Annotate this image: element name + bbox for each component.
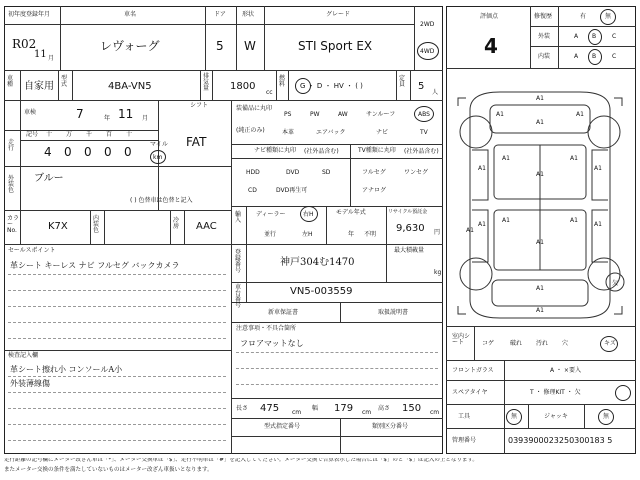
score-value: 4 xyxy=(484,34,498,58)
front-glass-mark: 欠 xyxy=(611,280,619,287)
navi-sub: (社外品含む) xyxy=(304,148,339,155)
grade-value: STI Sport EX xyxy=(298,39,373,53)
sheet-left-frame xyxy=(4,6,443,454)
type-number-label: 型式指定番号 xyxy=(264,423,301,430)
diagram-label-11: A1 xyxy=(536,171,544,178)
mileage-unit-0: 記号 xyxy=(26,131,39,138)
height-unit: cm xyxy=(430,409,440,416)
equip-leather: 本革 xyxy=(282,129,295,136)
mileage-unit-5: 十 xyxy=(126,131,133,138)
diagram-label-13: A1 xyxy=(496,111,504,118)
interior-label: 内装 xyxy=(538,53,551,60)
model-year-unknown: 不明 xyxy=(364,231,377,238)
equip-tv: TV xyxy=(420,129,428,136)
footer-line2: またメーター交換の条件を満たしていないものはメーター改ざん車扱いとなります。 xyxy=(4,467,213,473)
shape-value: W xyxy=(244,39,256,53)
repair-yes: 有 xyxy=(580,13,587,20)
diagram-label-9: A1 xyxy=(478,221,486,228)
mgmt-value: 0393900023250300183 5 xyxy=(508,436,613,445)
right-hand-label: 右H xyxy=(303,211,314,218)
registration-label: 登録番号 xyxy=(235,249,242,274)
vehicle-use-label: 車種 xyxy=(7,75,14,88)
equipment-label: 装備品に丸印 xyxy=(236,105,273,112)
tv-fullseg: フルセグ xyxy=(362,169,386,176)
chassis-value: VN5-003559 xyxy=(290,286,353,297)
notes-text: フロアマットなし xyxy=(240,339,304,348)
room-seat-label: 室内シート xyxy=(452,333,471,346)
door-label: ドア xyxy=(214,11,226,18)
tools-value: 無 xyxy=(511,413,518,420)
mgmt-label: 管理番号 xyxy=(452,437,477,444)
diagram-label-15: A1 xyxy=(466,227,474,234)
shape-label: 形状 xyxy=(242,11,255,18)
interior-color-label: 内装色 xyxy=(93,215,100,234)
height-label: 高さ xyxy=(378,405,391,412)
cooler-label: 冷房 xyxy=(173,217,180,230)
class-number-label: 類別区分番号 xyxy=(372,423,409,430)
inspection-year-unit: 年 xyxy=(104,115,111,122)
car-name-value: レヴォーグ xyxy=(100,39,160,53)
equipment-sublabel: (純正のみ) xyxy=(236,127,265,134)
inspector-line2: 外装薄線傷 xyxy=(10,379,50,388)
spare-tire-label: スペアタイヤ xyxy=(452,389,488,396)
diagram-label-7: A1 xyxy=(478,165,486,172)
diagram-label-2: A1 xyxy=(502,155,510,162)
drive-2wd: 2WD xyxy=(420,21,435,28)
width-value: 179 xyxy=(334,403,354,414)
tv-header: TV種類に丸印 xyxy=(358,147,396,154)
equip-airbag: エアバック xyxy=(316,129,346,136)
model-year-label: モデル年式 xyxy=(336,209,366,216)
displacement-unit: cc xyxy=(266,89,273,96)
navi-hdd: HDD xyxy=(246,169,260,176)
mileage-unit-3: 千 xyxy=(86,131,93,138)
manual-label: 取扱説明書 xyxy=(378,309,409,316)
repair-no: 無 xyxy=(605,13,612,20)
equip-ps: PS xyxy=(284,111,292,118)
mileage-unit-mile: マイル xyxy=(150,141,168,148)
door-value: 5 xyxy=(216,39,224,53)
tools-label: 工具 xyxy=(458,413,471,420)
equip-sunroof: サンルーフ xyxy=(366,111,396,118)
model-value: 4BA-VN5 xyxy=(108,81,152,92)
fuel-options: G ・ D ・ HV ・ ( ) xyxy=(300,82,363,90)
spare-tire-missing-circle xyxy=(615,385,631,401)
warranty-label: 新車保証書 xyxy=(268,309,299,316)
equip-aw: AW xyxy=(338,111,348,118)
room-scratch-circle xyxy=(600,336,618,352)
drive-4wd: 4WD xyxy=(420,48,435,55)
diagram-label-14: A1 xyxy=(576,111,584,118)
first-reg-label: 初年度登録年月 xyxy=(8,11,51,18)
shift-label: シフト xyxy=(190,102,209,109)
front-glass-options: A ・ ×要入 xyxy=(550,367,581,374)
width-unit: cm xyxy=(362,409,372,416)
inspection-year: 7 xyxy=(76,107,84,121)
height-value: 150 xyxy=(402,403,422,414)
navi-dvd-play: DVD再生可 xyxy=(276,187,308,194)
sales-points-label: セールスポイント xyxy=(8,247,56,254)
equip-pw: PW xyxy=(310,111,320,118)
diagram-label-0: A1 xyxy=(536,95,544,102)
recycle-value: 9,630 xyxy=(396,223,425,234)
import-label: 輸入 xyxy=(235,211,242,224)
sales-points-text: 革シート キーレス ナビ フルセグ バックカメラ xyxy=(10,261,180,270)
diagram-label-16: A1 xyxy=(536,307,544,314)
interior-a: A xyxy=(574,53,579,60)
diagram-label-5: A1 xyxy=(570,217,578,224)
length-label: 長さ xyxy=(236,405,249,412)
first-reg-month: 11 xyxy=(34,49,47,60)
max-load-label: 最大積載量 xyxy=(394,247,425,254)
inspection-label: 車検 xyxy=(24,109,37,116)
diagram-label-3: A1 xyxy=(570,155,578,162)
room-option-0: コゲ xyxy=(482,340,495,347)
footer-line1: 走行距離の記号欄にメーター改ざん車は「*」、メーター交換車は「$」、走行不明車は「#」を記入してください。メーター交換で合算表示した場合には「$」のと「$」は記入の上となります。 xyxy=(4,458,478,463)
fuel-label: 燃料 xyxy=(279,75,286,88)
tv-sub: (社外品含む) xyxy=(404,148,439,155)
mileage-digit-0: 4 xyxy=(44,145,52,159)
left-hand-label: 左H xyxy=(302,231,313,238)
color-value: ブルー xyxy=(34,173,64,184)
dealer-label: ディーラー xyxy=(256,211,286,218)
repair-label: 修復歴 xyxy=(534,13,553,20)
inspection-month-unit: 月 xyxy=(142,115,149,122)
navi-header: ナビ種類に丸印 xyxy=(254,147,297,154)
color-note: ( ) 色替車は色替と記入 xyxy=(130,197,193,204)
first-reg-era: R02 xyxy=(12,37,37,51)
navi-dvd: DVD xyxy=(286,169,300,176)
chassis-label: 車台番号 xyxy=(235,284,242,309)
inspector-line1: 革シート擦れ小 コンソールA小 xyxy=(10,365,123,374)
navi-sd: SD xyxy=(322,169,331,176)
recycle-unit: 円 xyxy=(434,229,441,236)
capacity-value: 5 xyxy=(418,81,425,92)
diagram-label-6: A1 xyxy=(536,285,544,292)
diagram-label-1: A1 xyxy=(536,119,544,126)
mileage-digit-3: 0 xyxy=(104,145,112,159)
diagram-label-8: A1 xyxy=(594,165,602,172)
recycle-label: リサイクル預託金 xyxy=(388,209,428,215)
capacity-unit: 人 xyxy=(432,89,439,96)
length-unit: cm xyxy=(292,409,302,416)
jack-value: 無 xyxy=(603,413,610,420)
exterior-c: C xyxy=(612,33,617,40)
spare-tire-options: T ・ 修理KIT ・ 欠 xyxy=(530,389,581,396)
diagram-label-4: A1 xyxy=(502,217,510,224)
length-value: 475 xyxy=(260,403,280,414)
interior-b: B xyxy=(592,53,597,60)
notes-label: 注意事項・不具合箇所 xyxy=(236,325,297,332)
model-year-unit: 年 xyxy=(348,231,355,238)
color-no-label: カラーNo. xyxy=(7,215,20,234)
mileage-unit-4: 百 xyxy=(106,131,113,138)
use-value: 自家用 xyxy=(24,81,54,92)
mileage-unit-1: 十 xyxy=(46,131,53,138)
max-load-unit: kg xyxy=(434,269,442,276)
front-glass-label: フロントガラス xyxy=(452,367,494,374)
mileage-unit-km: km xyxy=(153,154,163,161)
mileage-unit-2: 万 xyxy=(66,131,73,138)
shift-value: FAT xyxy=(186,135,207,149)
mileage-digit-1: 0 xyxy=(64,145,72,159)
room-option-4: キズ xyxy=(604,340,616,347)
room-option-3: 穴 xyxy=(562,340,569,347)
inspector-label: 検査記入欄 xyxy=(8,352,39,359)
tv-oneseg: ワンセグ xyxy=(404,169,429,176)
room-option-1: 破れ xyxy=(510,340,523,347)
interior-c: C xyxy=(612,53,617,60)
score-label: 評価点 xyxy=(480,13,499,20)
width-label: 幅 xyxy=(312,405,319,412)
jack-label: ジャッキ xyxy=(544,413,568,420)
displacement-label: 排気量 xyxy=(203,73,210,92)
parallel-label: 並行 xyxy=(264,231,277,238)
cooler-value: AAC xyxy=(196,221,217,232)
diagram-label-10: A1 xyxy=(594,221,602,228)
model-label: 型式 xyxy=(61,75,68,88)
exterior-a: A xyxy=(574,33,579,40)
color-no-value: K7X xyxy=(48,221,68,232)
displacement-value: 1800 xyxy=(230,81,256,92)
mileage-label: 走行 xyxy=(8,139,15,152)
mileage-digit-2: 0 xyxy=(84,145,92,159)
equip-navi: ナビ xyxy=(376,129,389,136)
inspection-month: 11 xyxy=(118,107,134,121)
diagram-label-12: A1 xyxy=(536,239,544,246)
registration-value: 神戸304む1470 xyxy=(280,257,355,268)
color-label: 外装色 xyxy=(8,175,15,194)
sheet-right-frame xyxy=(446,6,636,454)
room-option-2: 汚れ xyxy=(536,340,549,347)
exterior-label: 外装 xyxy=(538,33,551,40)
tv-analog: アナログ xyxy=(362,187,387,194)
grade-label: グレード xyxy=(326,11,351,18)
navi-cd: CD xyxy=(248,187,257,194)
mileage-digit-4: 0 xyxy=(124,145,132,159)
first-reg-month-unit: 月 xyxy=(48,55,55,62)
capacity-label: 定員 xyxy=(399,75,406,88)
equip-abs: ABS xyxy=(418,111,430,118)
car-name-label: 車名 xyxy=(124,11,137,18)
exterior-b: B xyxy=(592,33,597,40)
